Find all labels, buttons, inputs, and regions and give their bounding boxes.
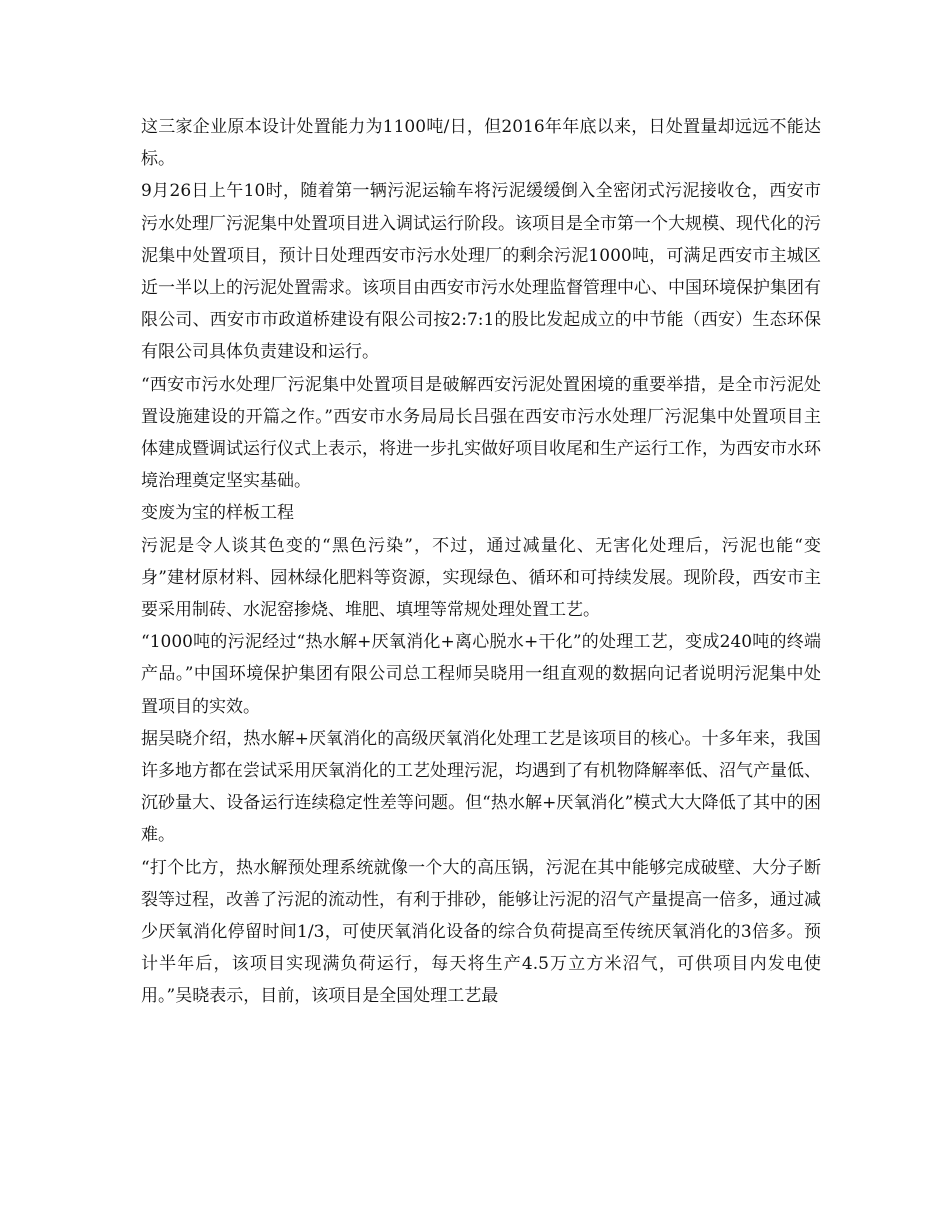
- paragraph-trial-operation: 9月26日上午10时，随着第一辆污泥运输车将污泥缓缓倒入全密闭式污泥接收仓，西安市污水处理厂污泥集中处置项目进入调试运行阶段。该项目是全市第一个大规模、现代化的污泥集中处置项目，预计日处理西安市污水处理厂的剩余污泥1000吨，可满足西安市主城区近一半以上的污泥处置需求。该项目由西安市污水处理监督管理中心、中国环境保护集团有限公司、西安市市政道桥建设有限公司按2:7:1的股比发起成立的中节能（西安）生态环保有限公司具体负责建设和运行。: [141, 181, 821, 363]
- paragraph-pressure-cooker: “打个比方，热水解预处理系统就像一个大的高压锅，污泥在其中能够完成破壁、大分子断裂等过程，改善了污泥的流动性，有利于排砂，能够让污泥的沼气产量提高一倍多，通过减少厌氧消化停留时间1/3，可使厌氧消化设备的综合负荷提高至传统厌氧消化的3倍多。预计半年后，该项目实现满负荷运行，每天将生产4.5万立方米沼气，可供项目内发电使用。”吴晓表示，目前，该项目是全国处理工艺最: [141, 857, 821, 1007]
- paragraph-core-technology: 据吴晓介绍，热水解+厌氧消化的高级厌氧消化处理工艺是该项目的核心。十多年来，我国许多地方都在尝试采用厌氧消化的工艺处理污泥，均遇到了有机物降解率低、沼气产量低、沉砂量大、设备运行连续稳定性差等问题。但“热水解+厌氧消化”模式大大降低了其中的困难。: [141, 728, 821, 846]
- paragraph-process-quote: “1000吨的污泥经过“热水解+厌氧消化+离心脱水+干化”的处理工艺，变成240吨的终端产品。”中国环境保护集团有限公司总工程师吴晓用一组直观的数据向记者说明污泥集中处置项目的实效。: [141, 632, 821, 717]
- paragraph-capacity: 这三家企业原本设计处置能力为1100吨/日，但2016年年底以来，日处置量却远远不能达标。: [141, 117, 821, 170]
- paragraph-official-quote: “西安市污水处理厂污泥集中处置项目是破解西安污泥处置困境的重要举措，是全市污泥处置设施建设的开篇之作。”西安市水务局局长吕强在西安市污水处理厂污泥集中处置项目主体建成暨调试运行仪式上表示，将进一步扎实做好项目收尾和生产运行工作，为西安市水环境治理奠定坚实基础。: [141, 374, 821, 492]
- document-body: [141, 111, 821, 1013]
- section-heading: 变废为宝的样板工程: [141, 503, 294, 524]
- paragraph-sludge-resources: 污泥是令人谈其色变的“黑色污染”，不过，通过减量化、无害化处理后，污泥也能“变身”建材原材料、园林绿化肥料等资源，实现绿色、循环和可持续发展。现阶段，西安市主要采用制砖、水泥窑掺烧、堆肥、填埋等常规处理处置工艺。: [141, 535, 821, 621]
